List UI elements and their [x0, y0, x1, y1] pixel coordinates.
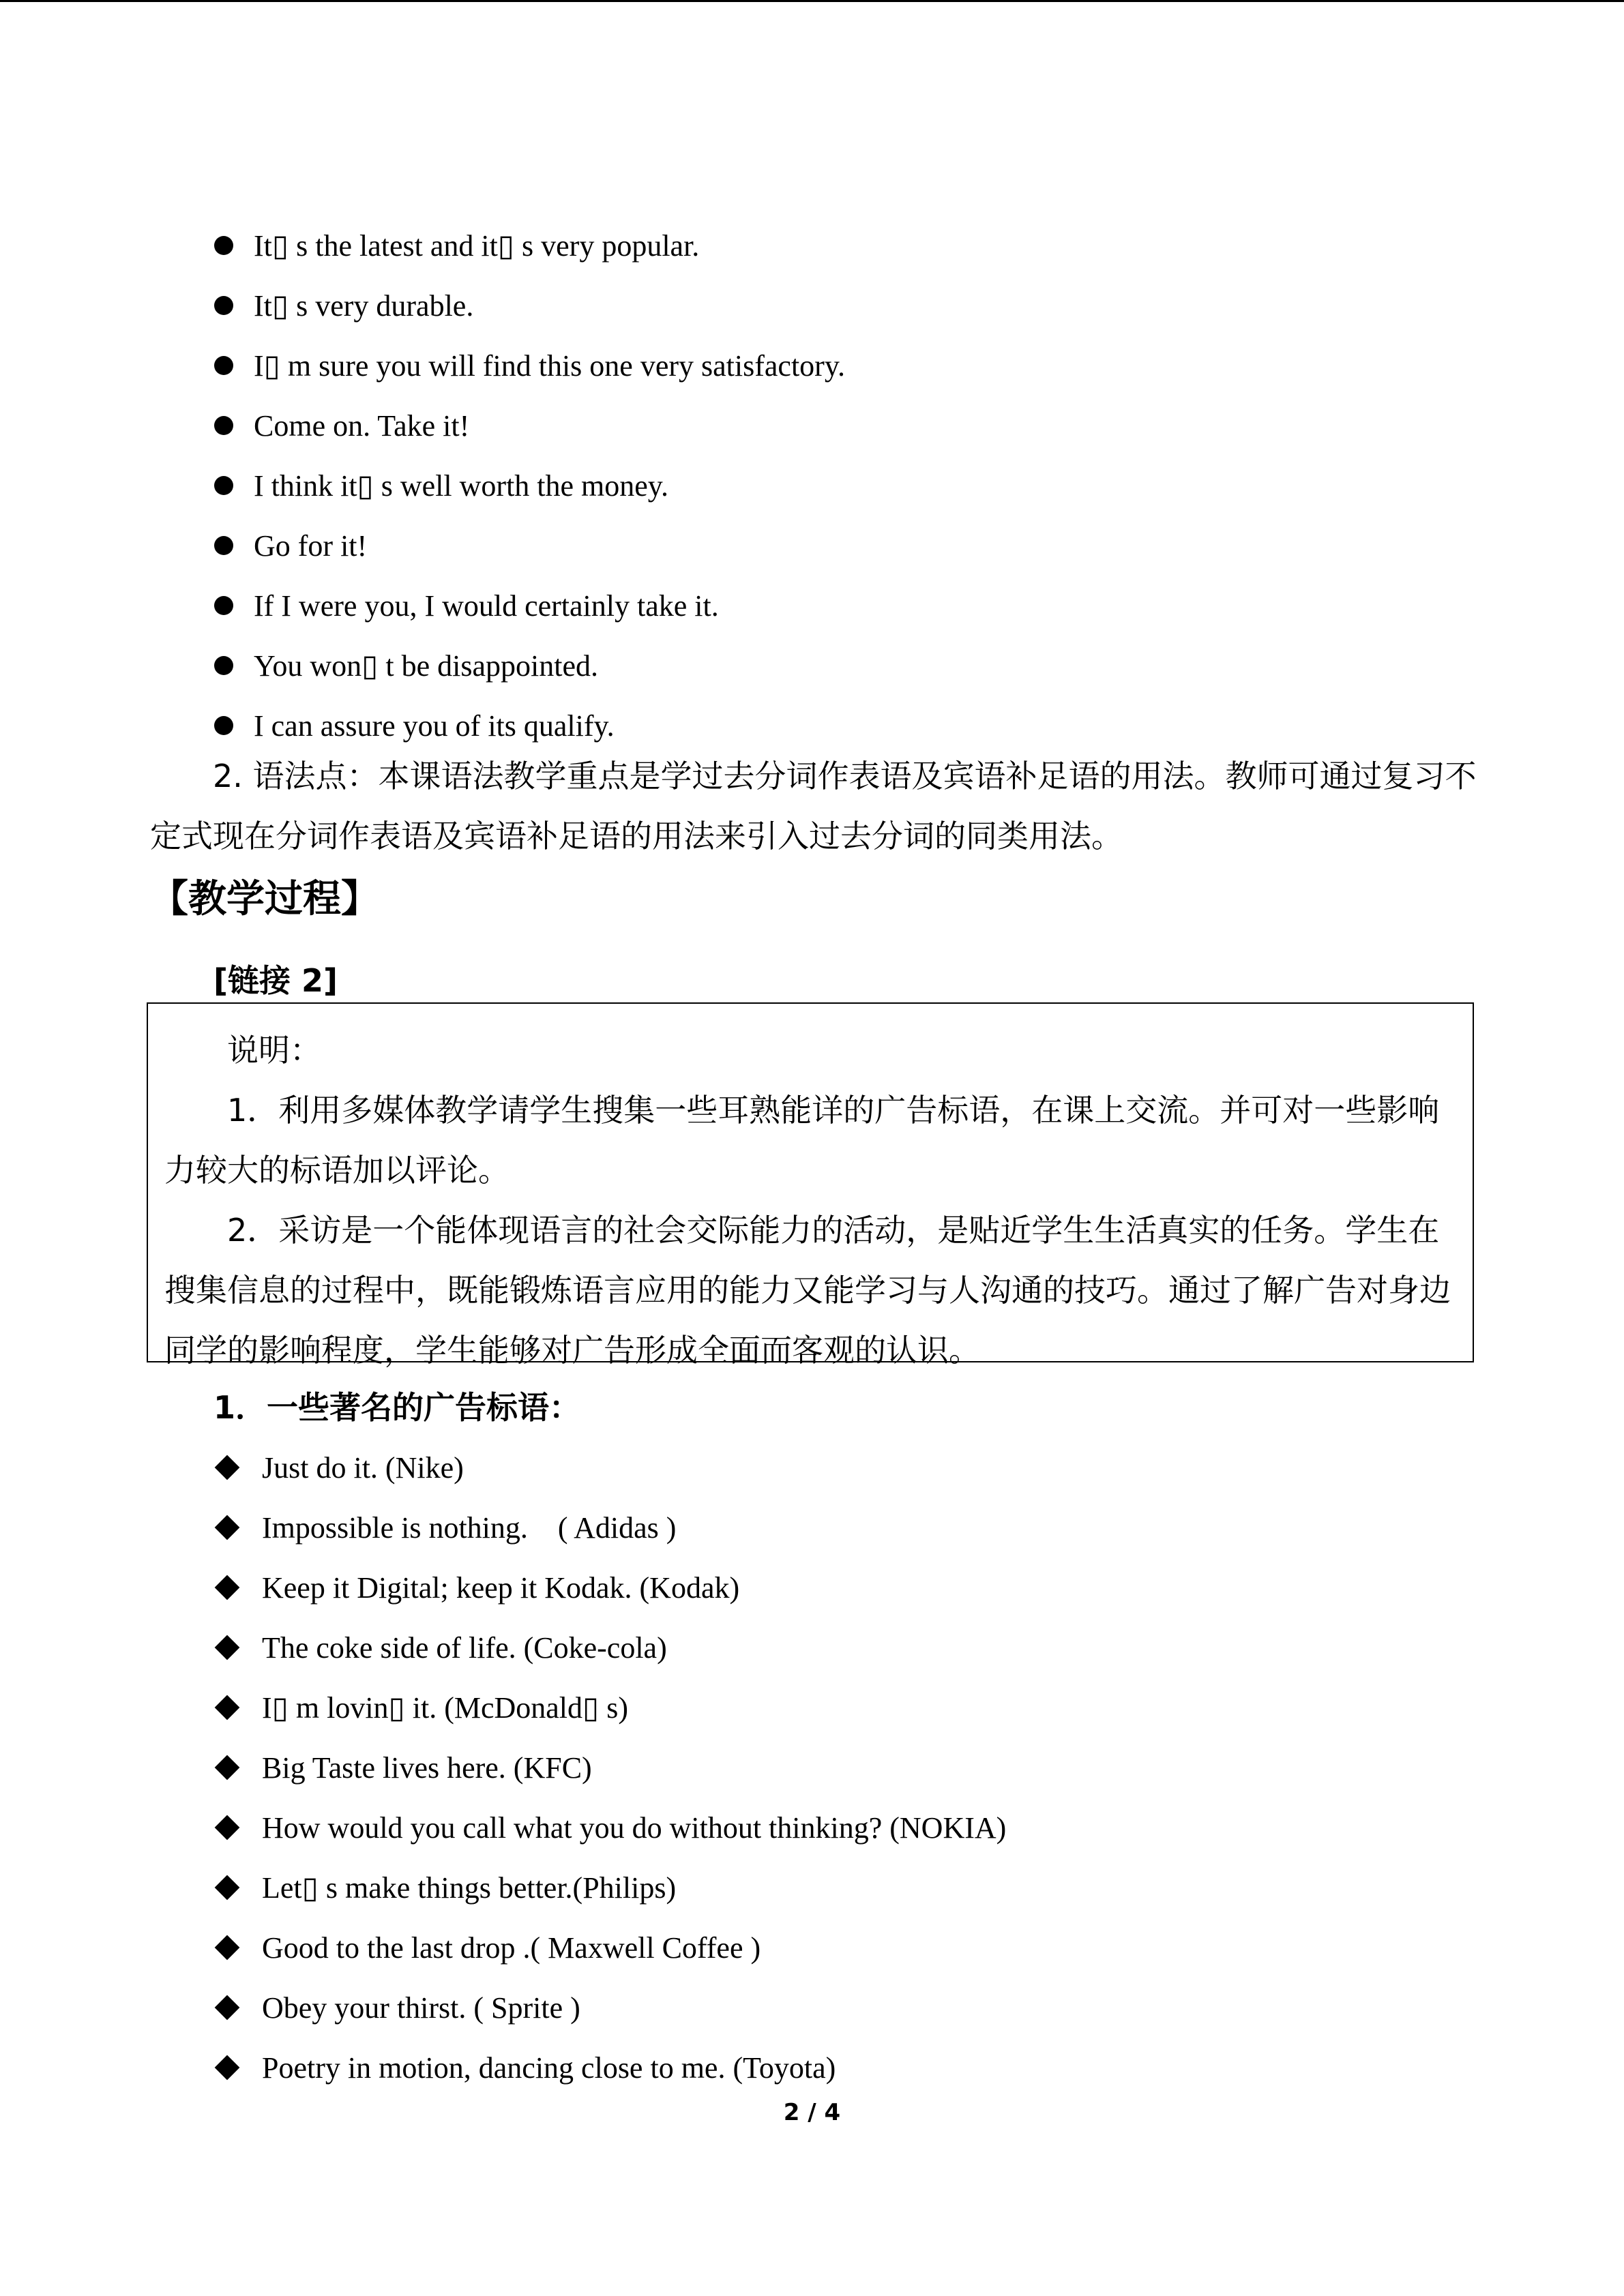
link-label: [链接 2]	[213, 962, 338, 999]
bullet-dot-icon	[214, 296, 233, 315]
list-item	[211, 1557, 1507, 1617]
ads-heading: 1．一些著名的广告标语：	[213, 1389, 581, 1426]
page-number: 2 / 4	[783, 2099, 841, 2126]
diamond-bullet-icon	[215, 1815, 240, 1840]
list-item	[211, 215, 1507, 275]
slogan-text: Good to the last drop .( Maxwell Coffee )	[262, 1930, 761, 1965]
list-item	[211, 576, 1507, 636]
slogan-text: Obey your thirst. ( Sprite )	[262, 1991, 580, 2025]
diamond-bullet-icon	[215, 1455, 240, 1480]
phrase-text: It▯ s the latest and it▯ s very popular.	[254, 228, 700, 263]
bullet-dot-icon	[214, 596, 233, 615]
list-item	[211, 1617, 1507, 1678]
slogan-text: Poetry in motion, dancing close to me. (Toyota)	[262, 2051, 836, 2085]
list-item	[211, 456, 1507, 516]
list-item	[211, 636, 1507, 696]
list-item	[211, 1678, 1507, 1738]
bullet-dot-icon	[214, 716, 233, 735]
diamond-bullet-icon	[215, 1935, 240, 1960]
slogan-text: Just do it. (Nike)	[262, 1450, 464, 1485]
phrase-text: If I were you, I would certainly take it.	[254, 588, 719, 623]
bullet-dot-icon	[214, 416, 233, 435]
bullet-dot-icon	[214, 236, 233, 255]
grammar-paragraph: 2. 语法点：本课语法教学重点是学过去分词作表语及宾语补足语的用法。教师可通过复习不定式现在分词作表语及宾语补足语的用法来引入过去分词的同类用法。	[150, 758, 1477, 854]
slogan-text: Keep it Digital; keep it Kodak. (Kodak)	[262, 1570, 740, 1605]
phrase-text: It▯ s very durable.	[254, 288, 474, 323]
slogan-text: The coke side of life. (Coke-cola)	[262, 1630, 667, 1665]
phrase-text: I▯ m sure you will find this one very satisfactory.	[254, 348, 845, 383]
list-item	[211, 1978, 1507, 2038]
list-item	[211, 1798, 1507, 1858]
diamond-bullet-icon	[215, 1875, 240, 1900]
list-item	[211, 275, 1507, 336]
note-item-2: 2．采访是一个能体现语言的社会交际能力的活动，是贴近学生生活真实的任务。学生在搜集信息的过程中，既能锻炼语言应用的能力又能学习与人沟通的技巧。通过了解广告对身边同学的影响程度，学生能够对广告形成全面而客观的认识。	[164, 1212, 1451, 1369]
page-top-border	[0, 0, 1624, 2]
note-heading: 说明：	[227, 1032, 321, 1069]
list-item	[211, 1918, 1507, 1978]
slogan-text: Big Taste lives here. (KFC)	[262, 1750, 592, 1785]
phrase-text: I can assure you of its qualify.	[254, 709, 615, 743]
phrase-list	[211, 215, 1507, 756]
bullet-dot-icon	[214, 356, 233, 375]
list-item	[211, 396, 1507, 456]
list-item	[211, 1497, 1507, 1557]
bullet-dot-icon	[214, 536, 233, 555]
phrase-text: Go for it!	[254, 528, 368, 563]
diamond-bullet-icon	[215, 2055, 240, 2081]
list-item	[211, 1738, 1507, 1798]
phrase-text: Come on. Take it!	[254, 408, 470, 443]
slogan-list	[211, 1437, 1507, 2098]
list-item	[211, 1437, 1507, 1497]
diamond-bullet-icon	[215, 1575, 240, 1600]
phrase-text: I think it▯ s well worth the money.	[254, 468, 668, 503]
section-title: 【教学过程】	[150, 877, 379, 921]
note-box	[147, 1002, 1474, 1369]
bullet-dot-icon	[214, 656, 233, 675]
list-item	[211, 2038, 1507, 2098]
diamond-bullet-icon	[215, 1695, 240, 1720]
slogan-text: Impossible is nothing. ( Adidas )	[262, 1510, 677, 1545]
diamond-bullet-icon	[215, 1515, 240, 1540]
list-item	[211, 336, 1507, 396]
note-item-1: 1．利用多媒体教学请学生搜集一些耳熟能详的广告标语，在课上交流。并可对一些影响力较大的标语加以评论。	[164, 1092, 1440, 1189]
bullet-dot-icon	[214, 476, 233, 495]
list-item	[211, 516, 1507, 576]
slogan-text: I▯ m lovin▯ it. (McDonald▯ s)	[262, 1690, 629, 1725]
slogan-text: Let▯ s make things better.(Philips)	[262, 1870, 677, 1905]
slogan-text: How would you call what you do without thinking? (NOKIA)	[262, 1810, 1007, 1845]
phrase-text: You won▯ t be disappointed.	[254, 648, 598, 683]
diamond-bullet-icon	[215, 1755, 240, 1780]
list-item	[211, 1858, 1507, 1918]
diamond-bullet-icon	[215, 1995, 240, 2021]
diamond-bullet-icon	[215, 1635, 240, 1660]
